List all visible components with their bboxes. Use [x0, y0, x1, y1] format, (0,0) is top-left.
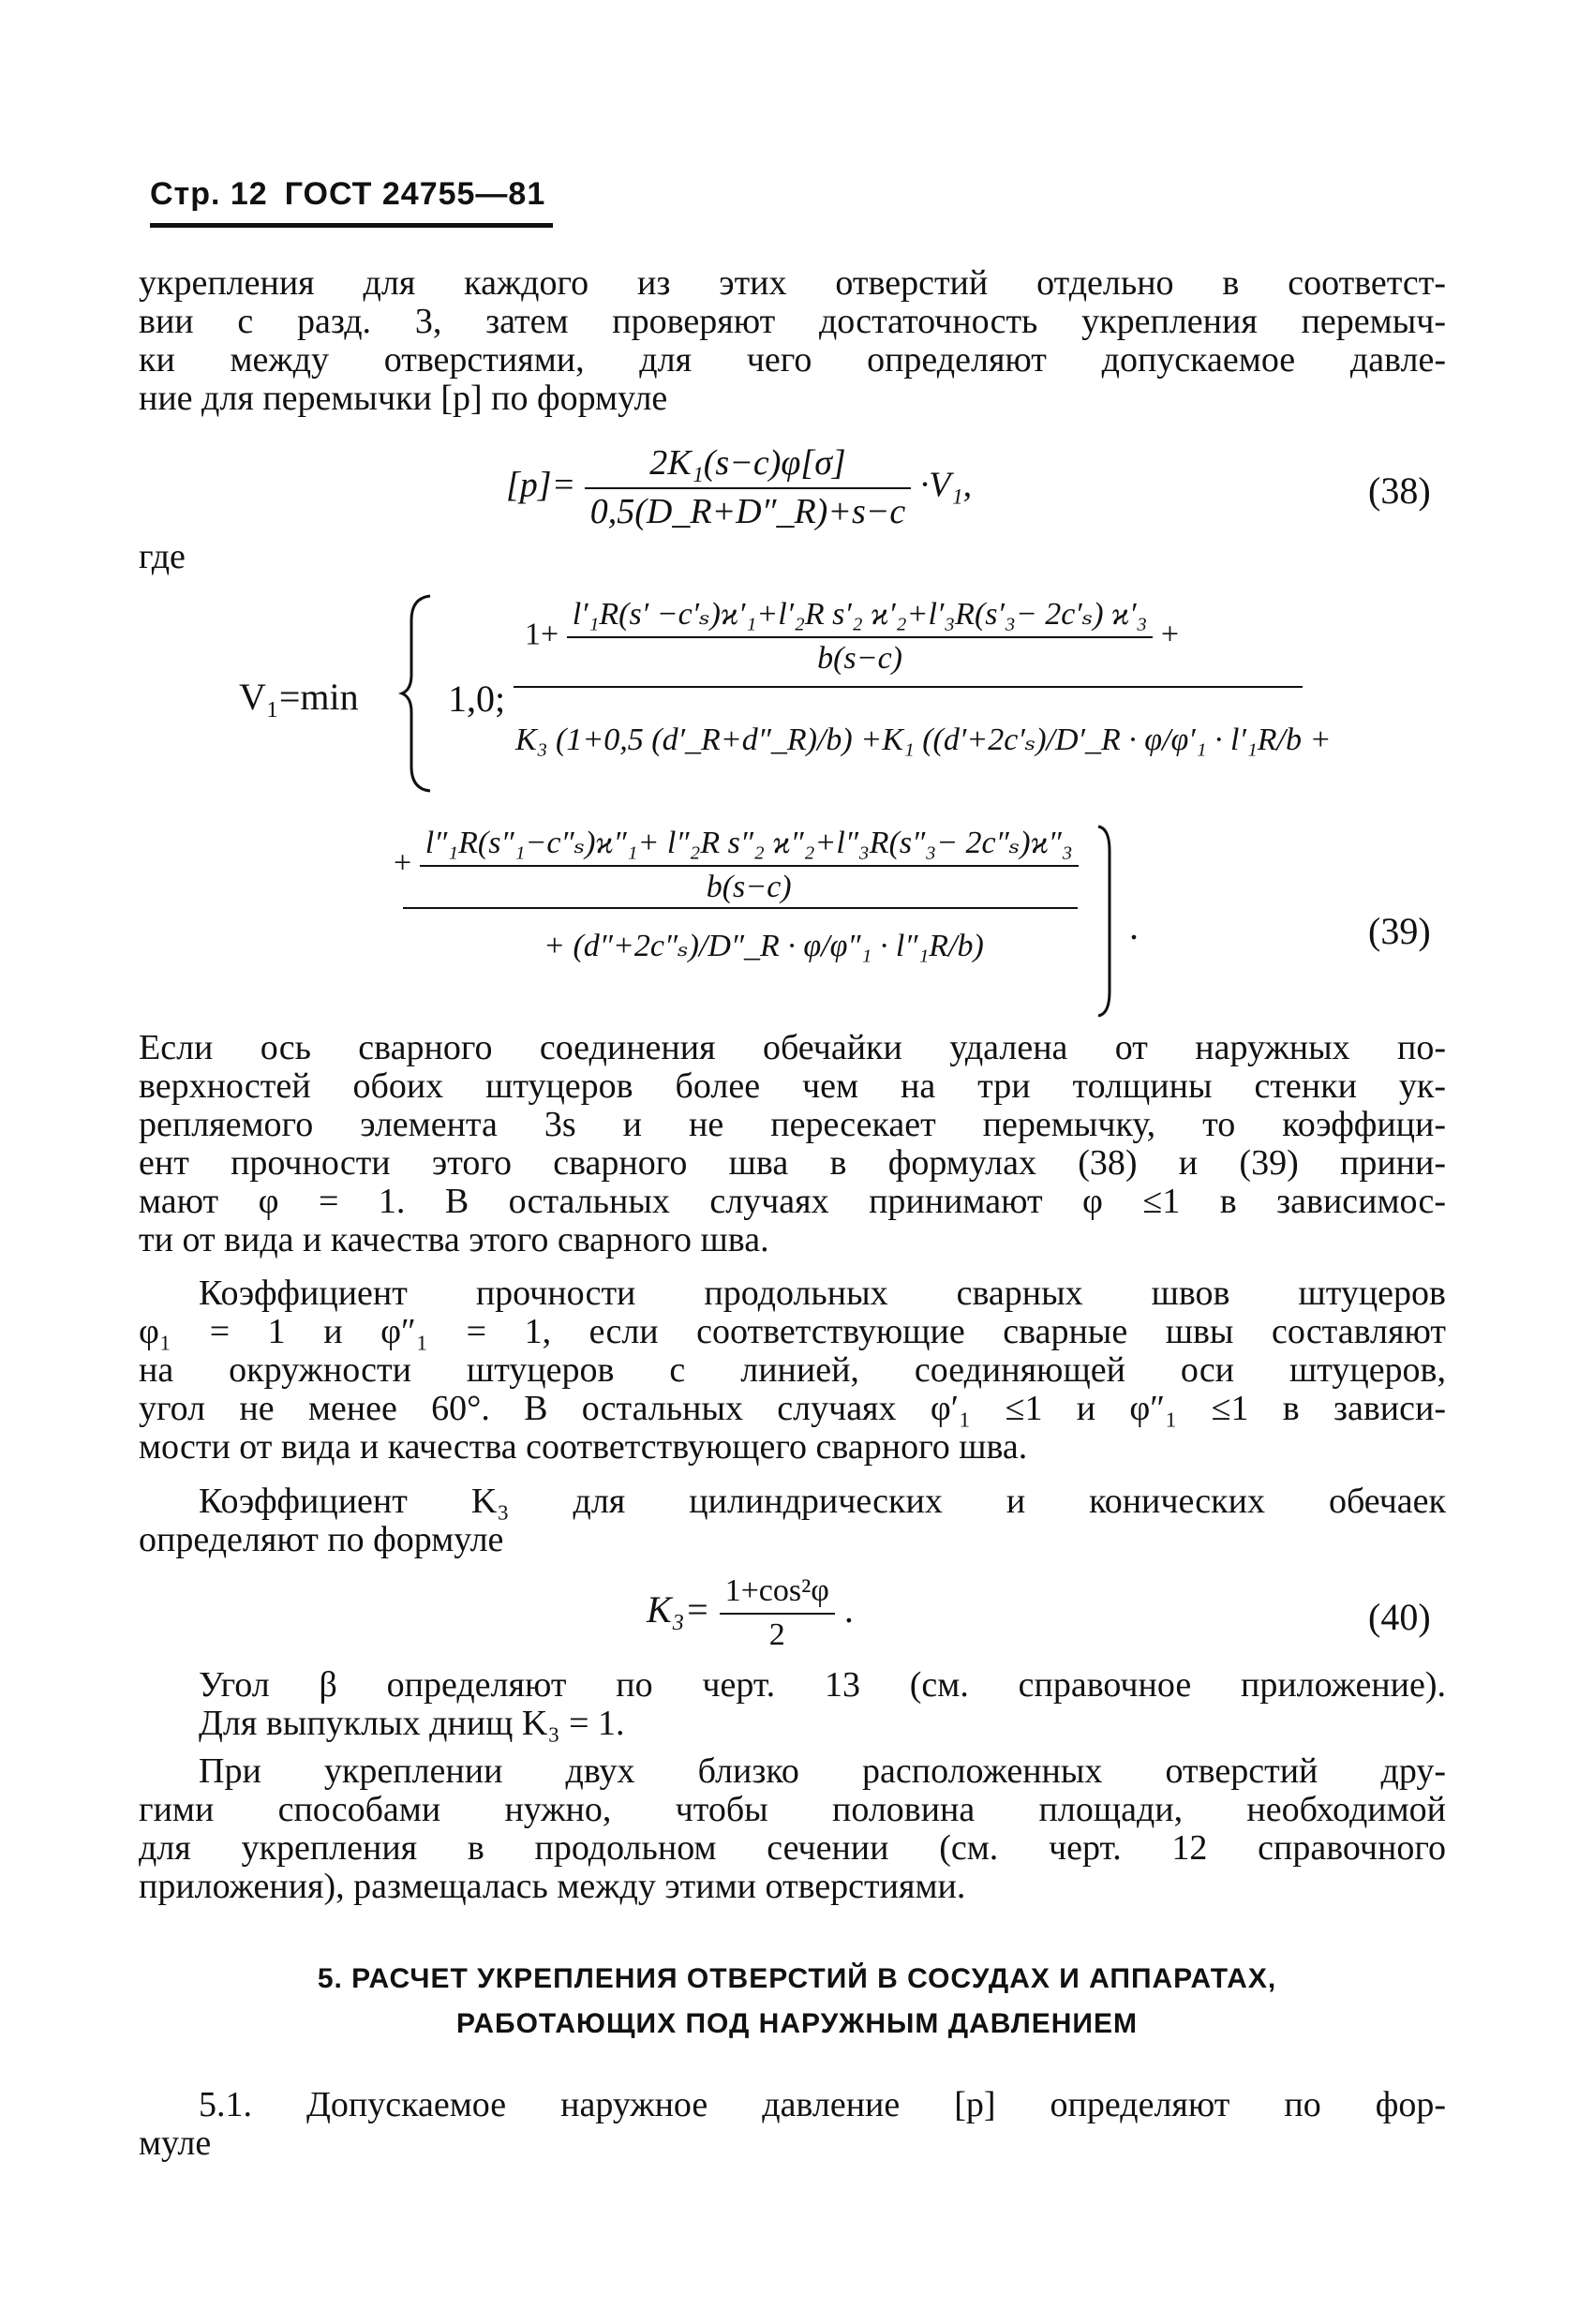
eq38-tail: ·V₁, — [919, 465, 973, 505]
text-line: Коэффициент прочности продольных сварных швов штуцеров — [199, 1274, 1446, 1313]
text-line: φ₁ = 1 и φ″₁ = 1, если соответствующие сварные швы составляют — [139, 1312, 1446, 1351]
text-line: Для выпуклых днищ K₃ = 1. — [199, 1704, 625, 1743]
eq39-top-numerator: 1+ $\frac{\text{l′₁R(s′ −c′ₛ)ϰ′₁+l′₂R s′₂ ϰ′₂+l′₃R(s′₃− 2c′ₛ) ϰ′₃}}{b(s-c)}$ + — [525, 596, 1179, 678]
eq38-fraction — [585, 442, 912, 533]
left-brace-icon — [398, 592, 436, 794]
eq39-period: . — [1129, 905, 1139, 947]
eq39-lower-fraction-bar — [403, 907, 1078, 909]
text-line: приложения), размещалась между этими отверстиями. — [139, 1867, 966, 1906]
right-brace-icon — [1095, 823, 1123, 1020]
eq40-lhs: K₃= — [647, 1587, 710, 1631]
eq39-bottom-numerator: + $\frac{\text{l″₁R(s″₁−c″ₛ)ϰ″₁+ l″₂R s″₂ ϰ″₂+l″₃R(s″₃− 2c″ₛ)ϰ″₃}}{b(s-c)}$ — [394, 825, 1079, 907]
text-line: ти от вида и качества этого сварного шва. — [139, 1220, 769, 1259]
eq40-denominator: 2 — [768, 1616, 785, 1652]
text-line: верхностей обоих штуцеров более чем на три толщины стенки ук- — [139, 1066, 1446, 1106]
text-line: Угол β определяют по черт. 13 (см. справочное приложение). — [199, 1665, 1446, 1705]
heading-line: РАБОТАЮЩИХ ПОД НАРУЖНЫМ ДАВЛЕНИЕМ — [456, 2008, 1138, 2039]
eq40-tail: . — [843, 1587, 854, 1631]
equation-38 — [506, 442, 972, 533]
text-line: 5.1. Допускаемое наружное давление [p] определяют по фор- — [199, 2085, 1446, 2124]
text-line: вии с разд. 3, затем проверяют достаточность укрепления перемыч- — [139, 302, 1446, 341]
text-line: для укрепления в продольном сечении (см. черт. 12 справочного — [139, 1828, 1446, 1868]
text-line: определяют по формуле — [139, 1520, 504, 1559]
eq39-denominator-row: K₃ (1+0,5 (d′_R+d″_R)/b) +K₁ ((d′+2c′ₛ)/D′_R · φ/φ′₁ · l′₁R/b + — [515, 723, 1332, 757]
eq38-numerator: 2K₁(s−c)φ[σ] — [585, 442, 912, 489]
standard-code: ГОСТ 24755—81 — [284, 176, 546, 212]
text-line: Коэффициент K₃ для цилиндрических и конических обечаек — [199, 1482, 1446, 1521]
eq38-denominator: 0,5(D_R+D″_R)+s−c — [589, 491, 906, 531]
eq40-fraction — [720, 1572, 835, 1655]
intro-paragraph — [139, 264, 1446, 418]
eq38-lhs: [p]= — [506, 465, 576, 505]
eq39-lower-denominator: + (d″+2c″ₛ)/D″_R · φ/φ″₁ · l″₁R/b) — [544, 929, 984, 963]
text-line: на окружности штуцеров с линией, соединяющей оси штуцеров, — [139, 1350, 1446, 1390]
equation-number-39: (39) — [1368, 910, 1431, 952]
page-header — [150, 176, 545, 213]
paragraph-angle — [199, 1666, 1446, 1743]
equation-40 — [647, 1572, 854, 1655]
text-line: репляемого элемента 3s и не пересекает перемычку, то коэффици- — [139, 1105, 1446, 1144]
eq39-first-term: 1,0; — [448, 678, 506, 720]
paragraph-weld-axis — [139, 1029, 1446, 1259]
text-line: При укреплении двух близко расположенных отверстий дру- — [199, 1751, 1446, 1791]
eq39-bottom-denominator: b(s−c) — [706, 869, 792, 904]
paragraph-k3 — [139, 1482, 1446, 1559]
section-5-heading — [139, 1957, 1455, 2047]
text-line: гими способами нужно, чтобы половина площади, необходимой — [139, 1790, 1446, 1829]
equation-number-40: (40) — [1368, 1596, 1431, 1638]
text-line: ки между отверстиями, для чего определяют допускаемое давле- — [139, 340, 1446, 380]
eq39-bottom-sum: l″₁R(s″₁−c″ₛ)ϰ″₁+ l″₂R s″₂ ϰ″₂+l″₃R(s″₃− 2c″ₛ)ϰ″₃ — [420, 825, 1079, 867]
heading-line: 5. РАСЧЕТ УКРЕПЛЕНИЯ ОТВЕРСТИЙ В СОСУДАХ И АППАРАТАХ, — [317, 1963, 1277, 1994]
paragraph-other-methods — [139, 1752, 1446, 1906]
text-line: муле — [139, 2123, 212, 2163]
eq39-top-denominator: b(s−c) — [817, 640, 902, 676]
header-rule — [150, 223, 553, 228]
where-label: где — [139, 537, 186, 576]
text-line: угол не менее 60°. В остальных случаях φ′₁ ≤1 и φ″₁ ≤1 в зависи- — [139, 1389, 1446, 1428]
eq39-top-sum: l′₁R(s′ −c′ₛ)ϰ′₁+l′₂R s′₂ ϰ′₂+l′₃R(s′₃− 2c′ₛ) ϰ′₃ — [567, 596, 1154, 638]
eq40-numerator: 1+cos²φ — [720, 1572, 835, 1615]
text-line: мости от вида и качества соответствующего сварного шва. — [139, 1427, 1028, 1467]
paragraph-5-1 — [139, 2086, 1446, 2163]
eq39-main-fraction-bar — [514, 686, 1303, 688]
text-line: Если ось сварного соединения обечайки удалена от наружных по- — [139, 1028, 1446, 1067]
eq39-lhs: V₁=min — [239, 676, 359, 718]
text-line: ент прочности этого сварного шва в формулах (38) и (39) прини- — [139, 1143, 1446, 1183]
equation-number-38: (38) — [1368, 469, 1431, 512]
text-line: укрепления для каждого из этих отверстий отдельно в соответст- — [139, 263, 1446, 303]
page-reference: Стр. 12 — [150, 176, 268, 212]
text-line: мают φ = 1. В остальных случаях принимают φ ≤1 в зависимос- — [139, 1182, 1446, 1221]
text-line: ние для перемычки [p] по формуле — [139, 379, 668, 418]
paragraph-longitudinal-welds — [139, 1274, 1446, 1467]
